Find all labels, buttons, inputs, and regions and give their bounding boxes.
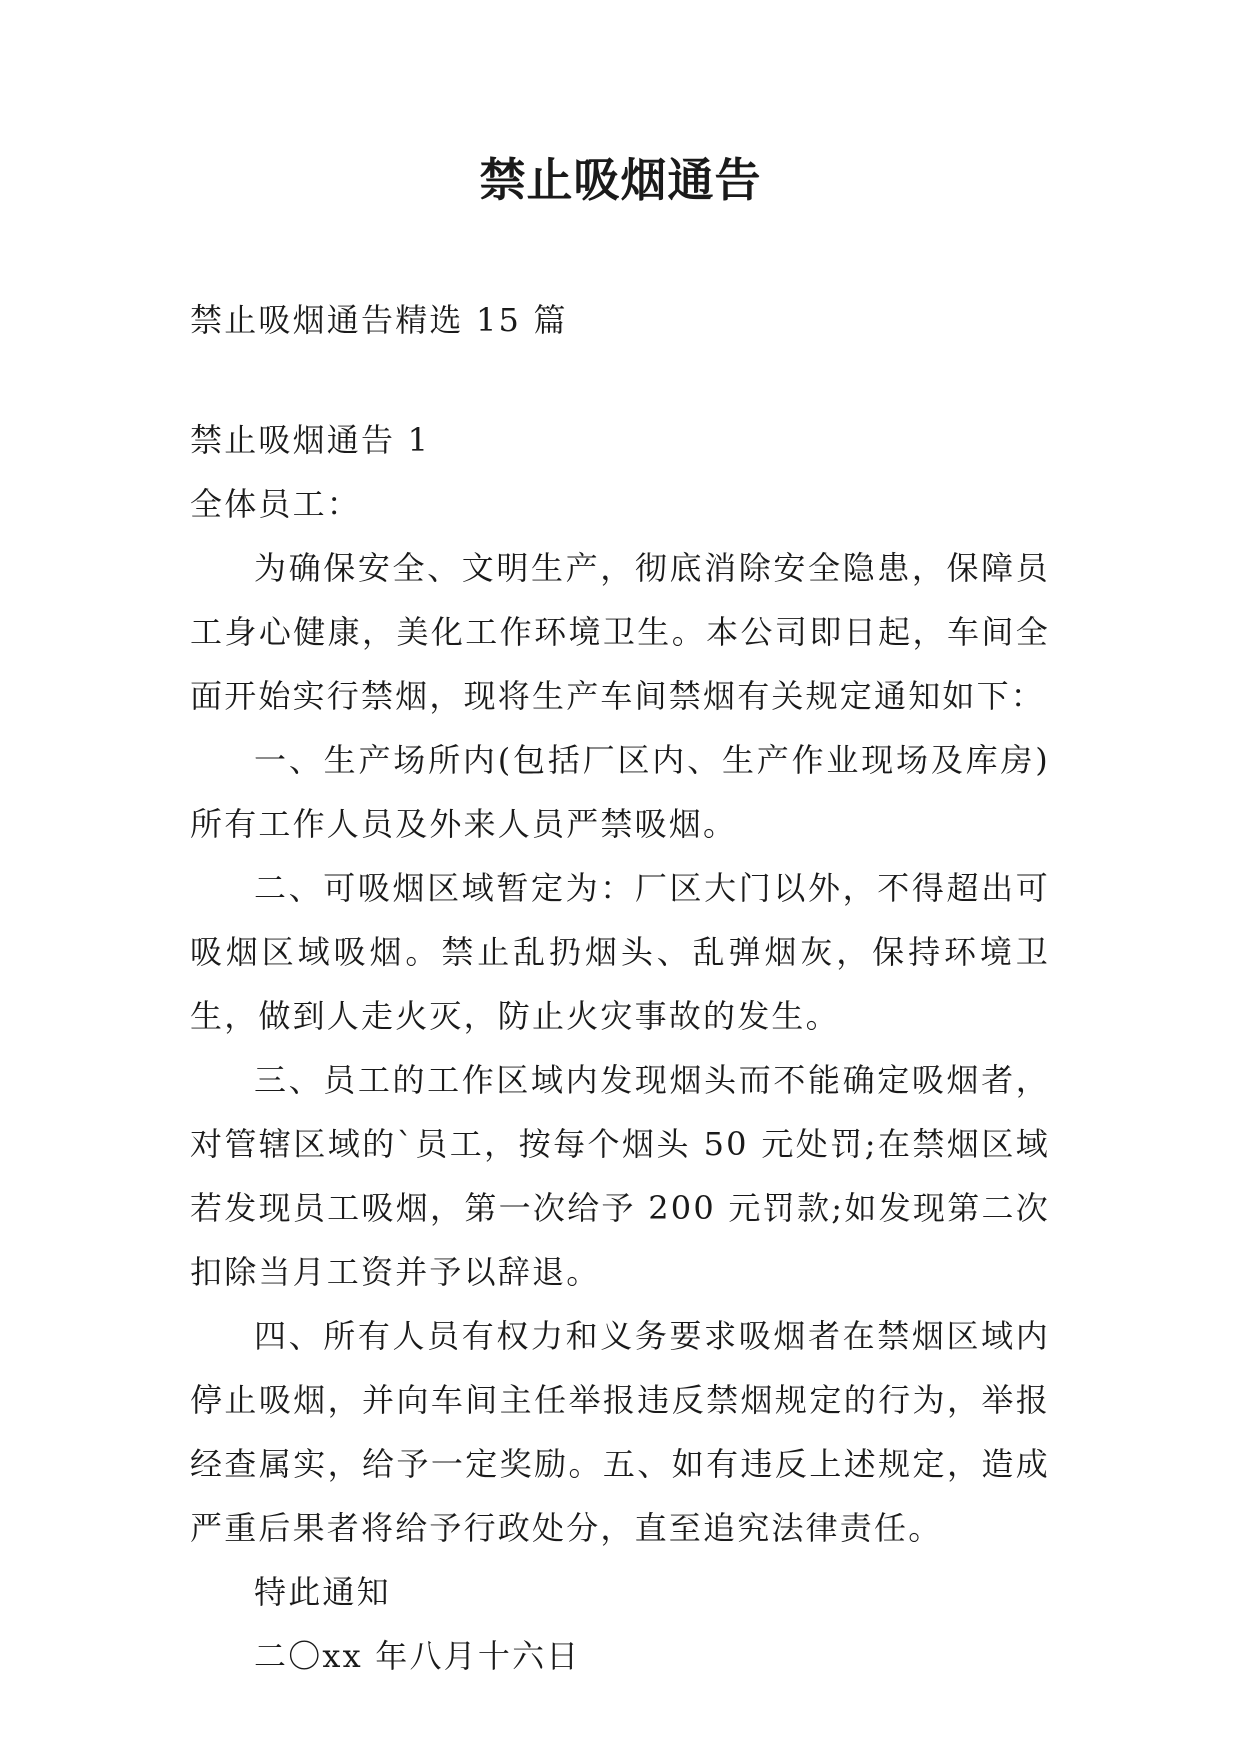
paragraph-rule-3: 三、员工的工作区域内发现烟头而不能确定吸烟者，对管辖区域的`员工，按每个烟头 50 元处罚;在禁烟区域若发现员工吸烟，第一次给予 200 元罚款;如发现第二次扣除当月工资并予以辞退。 <box>190 1061 1050 1291</box>
closing-notice: 特此通知 <box>254 1573 391 1611</box>
document-body <box>190 288 1050 1688</box>
document-subtitle: 禁止吸烟通告精选 15 篇 <box>190 301 568 339</box>
paragraph-rule-1: 一、生产场所内(包括厂区内、生产作业现场及库房)所有工作人员及外来人员严禁吸烟。 <box>190 741 1050 843</box>
section-heading: 禁止吸烟通告 1 <box>190 421 431 459</box>
paragraph-rule-2: 二、可吸烟区域暂定为：厂区大门以外，不得超出可吸烟区域吸烟。禁止乱扔烟头、乱弹烟灰，保持环境卫生，做到人走火灭，防止火灾事故的发生。 <box>190 869 1050 1035</box>
salutation: 全体员工： <box>190 485 362 523</box>
document-title: 禁止吸烟通告 <box>479 153 762 207</box>
paragraph-intro: 为确保安全、文明生产，彻底消除安全隐患，保障员工身心健康，美化工作环境卫生。本公司即日起，车间全面开始实行禁烟，现将生产车间禁烟有关规定通知如下： <box>190 549 1050 715</box>
paragraph-rule-4-5: 四、所有人员有权力和义务要求吸烟者在禁烟区域内停止吸烟，并向车间主任举报违反禁烟规定的行为，举报经查属实，给予一定奖励。五、如有违反上述规定，造成严重后果者将给予行政处分，直至追究法律责任。 <box>190 1317 1050 1547</box>
document-date: 二〇xx 年八月十六日 <box>254 1637 581 1675</box>
